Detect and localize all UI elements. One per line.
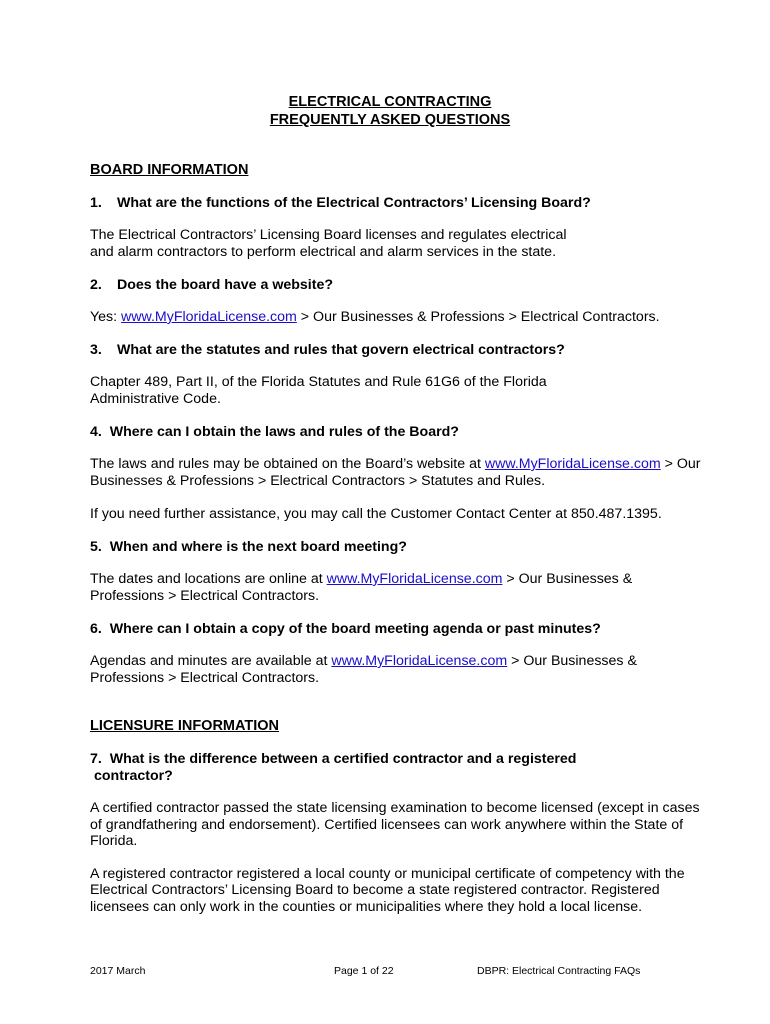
- question-number: 5.: [90, 539, 102, 555]
- answer-6-line2: Professions > Electrical Contractors.: [90, 670, 320, 686]
- website-link[interactable]: www.MyFloridaLicense.com: [121, 309, 297, 325]
- question-2: [90, 277, 333, 293]
- footer-page-number: Page 1 of 22: [334, 965, 394, 977]
- answer-7-p2-line3: licensees can only work in the counties or municipalities where they hold a local license.: [90, 899, 643, 915]
- question-text: When and where is the next board meeting?: [109, 539, 407, 555]
- answer-7-p1-line1: A certified contractor passed the state licensing examination to become licensed (except in cases: [90, 800, 700, 816]
- question-1: [90, 195, 591, 211]
- section-heading-licensure: LICENSURE INFORMATION: [90, 718, 280, 734]
- answer-text: The dates and locations are online at: [90, 571, 327, 587]
- answer-1-line1: The Electrical Contractors’ Licensing Board licenses and regulates electrical: [90, 227, 567, 243]
- question-number: 2.: [90, 277, 102, 293]
- answer-2: [90, 309, 660, 326]
- section-heading-board: BOARD INFORMATION: [90, 162, 249, 178]
- question-number: 1.: [90, 195, 102, 211]
- question-text: What is the difference between a certified contractor and a registered: [109, 751, 577, 767]
- question-6: [90, 621, 601, 637]
- question-number: 7.: [90, 751, 102, 767]
- question-5: [90, 539, 407, 555]
- question-number: 4.: [90, 424, 102, 440]
- answer-3-line2: Administrative Code.: [90, 391, 221, 407]
- answer-7-p1-line2: of grandfathering and endorsement). Certified licensees can work anywhere within the State of: [90, 817, 684, 833]
- document-title-line1: ELECTRICAL CONTRACTING: [288, 94, 492, 110]
- answer-text: > Our: [660, 456, 701, 472]
- answer-4-line3: If you need further assistance, you may call the Customer Contact Center at 850.487.1395.: [90, 506, 662, 522]
- question-3: [90, 342, 565, 358]
- question-number: 3.: [90, 342, 102, 358]
- answer-text: > Our Businesses &: [502, 571, 633, 587]
- question-text: What are the functions of the Electrical Contractors’ Licensing Board?: [117, 195, 591, 211]
- answer-5-line1: [90, 571, 632, 588]
- website-link[interactable]: www.MyFloridaLicense.com: [484, 456, 661, 472]
- answer-text: > Our Businesses &: [507, 653, 637, 669]
- answer-7-p1-line3: Florida.: [90, 833, 138, 849]
- answer-4-line2: Businesses & Professions > Electrical Contractors > Statutes and Rules.: [90, 473, 546, 489]
- question-text: What are the statutes and rules that govern electrical contractors?: [117, 342, 565, 358]
- question-text: Does the board have a website?: [117, 277, 334, 293]
- question-text: Where can I obtain a copy of the board meeting agenda or past minutes?: [109, 621, 601, 637]
- document-title-line2: FREQUENTLY ASKED QUESTIONS: [269, 112, 511, 128]
- answer-text: Agendas and minutes are available at: [90, 653, 332, 669]
- answer-7-p2-line2: Electrical Contractors’ Licensing Board to become a state registered contractor. Registered: [90, 882, 660, 898]
- question-7-line2: contractor?: [94, 768, 173, 784]
- answer-7-p2-line1: A registered contractor registered a local county or municipal certificate of competency with the: [90, 866, 685, 882]
- answer-1-line2: and alarm contractors to perform electrical and alarm services in the state.: [90, 244, 557, 260]
- answer-3-line1: Chapter 489, Part II, of the Florida Statutes and Rule 61G6 of the Florida: [90, 374, 547, 390]
- answer-6-line1: [90, 653, 637, 670]
- footer-document-name: DBPR: Electrical Contracting FAQs: [477, 965, 641, 977]
- answer-text: > Our Businesses & Professions > Electrical Contractors.: [296, 309, 660, 325]
- answer-5-line2: Professions > Electrical Contractors.: [90, 588, 320, 604]
- website-link[interactable]: www.MyFloridaLicense.com: [331, 653, 508, 669]
- question-text: Where can I obtain the laws and rules of the Board?: [109, 424, 459, 440]
- website-link[interactable]: www.MyFloridaLicense.com: [326, 571, 503, 587]
- answer-text: Yes:: [90, 309, 122, 325]
- question-number: 6.: [90, 621, 102, 637]
- answer-4-line1: [90, 456, 701, 473]
- question-4: [90, 424, 459, 440]
- answer-text: The laws and rules may be obtained on the Board’s website at: [90, 456, 485, 472]
- footer-date: 2017 March: [90, 965, 146, 977]
- question-7-line1: [90, 751, 576, 767]
